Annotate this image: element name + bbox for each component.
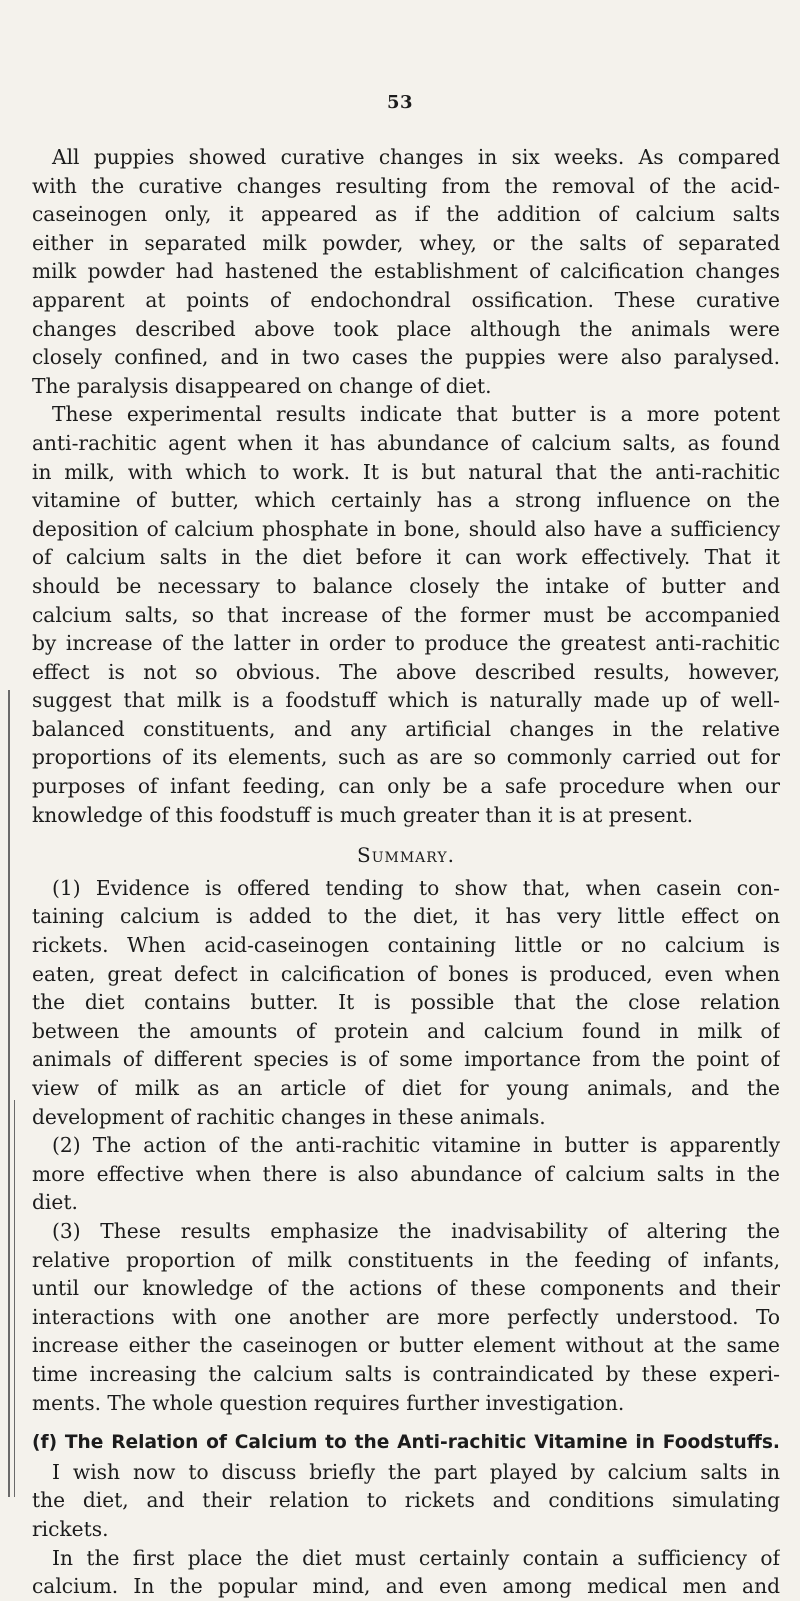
text-line: more effective when there is also abundance of calcium salts in the (32, 1161, 780, 1186)
text-line: caseinogen only, it appeared as if the addition of calcium salts (32, 202, 780, 227)
text-line: (1) Evidence is offered tending to show that, when casein con- (52, 875, 780, 900)
text-line: with the curative changes resulting from the removal of the acid- (32, 173, 780, 198)
margin-rule (8, 690, 10, 1497)
text-line: closely confined, and in two cases the puppies were also paralysed. (32, 345, 780, 370)
text-line: In the first place the diet must certainly contain a sufficiency of (52, 1545, 780, 1570)
section-heading: Summary. (357, 843, 455, 868)
text-line: The paralysis disappeared on change of diet. (32, 373, 492, 398)
text-line: calcium. In the popular mind, and even among medical men and (32, 1574, 780, 1599)
summary-item (32, 874, 780, 1131)
summary-item (32, 1217, 780, 1417)
text-line: rickets. (32, 1516, 109, 1541)
text-line: time increasing the calcium salts is contraindicated by these experi- (32, 1361, 780, 1386)
page-body (32, 143, 780, 1601)
text-line: calcium salts, so that increase of the former must be accompanied (32, 602, 780, 627)
text-line: eaten, great defect in calcification of bones is produced, even when (32, 961, 780, 986)
text-line: taining calcium is added to the diet, it has very little effect on (32, 904, 780, 929)
text-line: between the amounts of protein and calcium found in milk of (32, 1018, 780, 1043)
text-line: should be necessary to balance closely the intake of butter and (32, 573, 780, 598)
text-line: the diet, and their relation to rickets and conditions simulating (32, 1488, 780, 1513)
text-line: animals of different species is of some importance from the point of (32, 1047, 780, 1072)
text-line: view of milk as an article of diet for young animals, and the (32, 1076, 780, 1100)
margin-rule (14, 1100, 15, 1497)
text-line: anti-rachitic agent when it has abundance of calcium salts, as found (32, 430, 780, 455)
text-line: relative proportion of milk constituents in the feeding of infants, (32, 1247, 780, 1272)
text-line: in milk, with which to work. It is but natural that the anti-rachitic (32, 459, 780, 484)
text-line: milk powder had hastened the establishment of calcification changes (32, 259, 780, 284)
text-line: ments. The whole question requires further investigation. (32, 1390, 625, 1415)
text-line: development of rachitic changes in these animals. (32, 1104, 546, 1129)
text-line: purposes of infant feeding, can only be a safe procedure when our (32, 774, 780, 799)
text-line: of calcium salts in the diet before it can work effectively. That it (32, 545, 780, 570)
page-number: 53 (386, 92, 414, 113)
paragraph (32, 400, 780, 829)
summary-item (32, 1131, 780, 1217)
text-line: proportions of its elements, such as are so commonly carried out for (32, 745, 780, 770)
text-line: vitamine of butter, which certainly has a strong influence on the (32, 488, 780, 513)
text-line: rickets. When acid-caseinogen containing little or no calcium is (32, 933, 780, 958)
text-line: knowledge of this foodstuff is much greater than it is at present. (32, 802, 694, 827)
paragraph (32, 1544, 780, 1601)
text-line: (3) These results emphasize the inadvisability of altering the (52, 1218, 780, 1243)
text-line: interactions with one another are more perfectly understood. To (32, 1304, 780, 1329)
text-line: deposition of calcium phosphate in bone, should also have a sufficiency (32, 516, 780, 541)
text-line: effect is not so obvious. The above described results, however, (32, 659, 780, 684)
text-line: the diet contains butter. It is possible that the close relation (32, 990, 780, 1015)
text-line: apparent at points of endochondral ossification. These curative (32, 287, 780, 312)
text-line: until our knowledge of the actions of these components and their (32, 1276, 780, 1301)
text-line: increase either the caseinogen or butter element without at the same (32, 1333, 780, 1358)
paragraph (32, 143, 780, 400)
paragraph (32, 1458, 780, 1544)
text-line: balanced constituents, and any artificial changes in the relative (32, 716, 780, 741)
text-line: changes described above took place although the animals were (32, 316, 780, 341)
text-line: suggest that milk is a foodstuff which is naturally made up of well- (32, 688, 780, 713)
text-line: All puppies showed curative changes in six weeks. As compared (52, 145, 780, 169)
text-line: I wish now to discuss briefly the part played by calcium salts in (52, 1459, 780, 1484)
text-line: by increase of the latter in order to produce the greatest anti-rachitic (32, 631, 780, 656)
text-line: (2) The action of the anti-rachitic vitamine in butter is apparently (52, 1133, 780, 1158)
text-line: either in separated milk powder, whey, or the salts of separated (32, 230, 780, 255)
text-line: diet. (32, 1190, 78, 1215)
subsection-heading: (f) The Relation of Calcium to the Anti-rachitic Vitamine in Foodstuffs. (32, 1432, 780, 1454)
text-line: These experimental results indicate that butter is a more potent (52, 402, 780, 427)
